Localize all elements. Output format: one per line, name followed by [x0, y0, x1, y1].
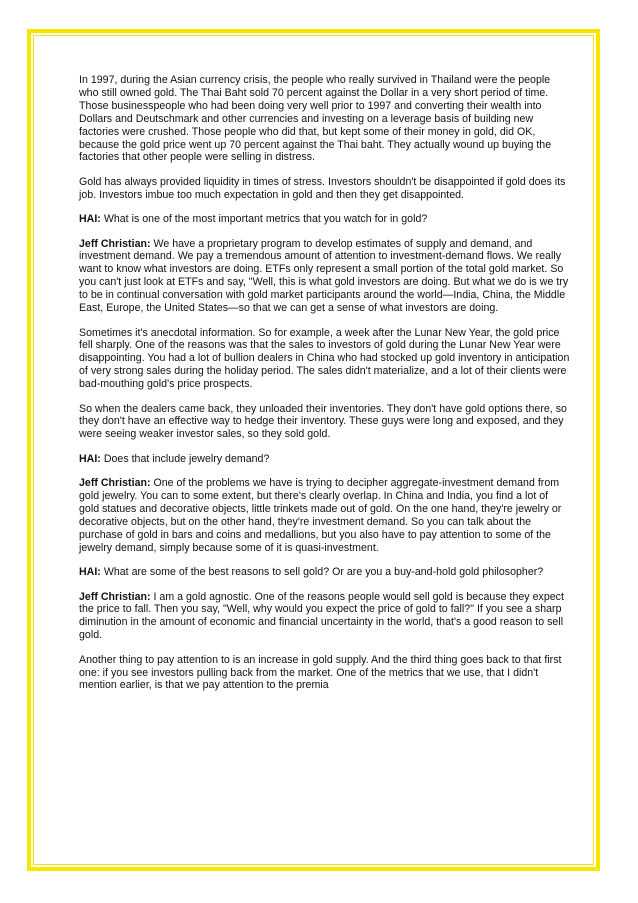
paragraph-text: So when the dealers came back, they unloaded their inventories. They don't have gold options there, so they don't have an effective way to hedge their inventory. These guys were long and exposed, and they were seeing weaker investor sales, so they sold gold. [79, 402, 567, 441]
paragraph-9 [79, 566, 571, 579]
speaker-label: Jeff Christian: [79, 590, 151, 603]
paragraph-1 [79, 74, 571, 164]
document-body [79, 74, 571, 704]
paragraph-3 [79, 213, 571, 226]
paragraph-8 [79, 477, 571, 554]
paragraph-text: One of the problems we have is trying to decipher aggregate-investment demand from gold jewelry. You can to some extent, but there's clearly overlap. In China and India, you find a lot of gold statues and decorative objects, little trinkets made out of gold. On the one hand, they're jewelry or decorative objects, but on the other hand, they're investment demand. So you can talk about the purchase of gold in bars and coins and medallions, but you also have to pay attention to some of the jewelry demand, simply because some of it is quasi-investment. [79, 477, 562, 554]
paragraph-4 [79, 238, 571, 315]
paragraph-text: Does that include jewelry demand? [100, 452, 270, 465]
paragraph-text: Gold has always provided liquidity in times of stress. Investors shouldn't be disappointed if gold does its job. Investors imbue too much expectation in gold and then they get disappointed. [79, 175, 566, 201]
paragraph-11 [79, 654, 571, 693]
paragraph-10 [79, 591, 571, 643]
speaker-label: HAI: [79, 213, 101, 226]
paragraph-text: What are some of the best reasons to sell gold? Or are you a buy-and-hold gold philosopher? [100, 566, 544, 579]
paragraph-text: In 1997, during the Asian currency crisis, the people who really survived in Thailand were the people who still owned gold. The Thai Baht sold 70 percent against the Dollar in a very short period of time. Those businesspeople who had been doing very well prior to 1997 and converting their wealth into Dollars and Deutschmark and other currencies and investing on a leverage basis of building new factories were crushed. Those people who did that, but kept some of their money in gold, did OK, because the gold price went up 70 percent against the Thai baht. They actually wound up buying the factories that other people were selling in distress. [79, 74, 552, 164]
paragraph-6 [79, 403, 571, 442]
paragraph-text: I am a gold agnostic. One of the reasons people would sell gold is because they expect the price to fall. Then you say, "Well, why would you expect the price of gold to fall?" If you see a sharp diminution in the amount of economic and financial uncertainty in the world, that's a good reason to sell gold. [79, 590, 564, 642]
speaker-label: HAI: [79, 566, 101, 579]
speaker-label: Jeff Christian: [79, 237, 151, 250]
speaker-label: Jeff Christian: [79, 477, 151, 490]
paragraph-5 [79, 327, 571, 392]
paragraph-text: Another thing to pay attention to is an increase in gold supply. And the third thing goes back to that first one: if you see investors pulling back from the market. One of the metrics that we use, that I didn't mention earlier, is that we pay attention to the premia [79, 653, 562, 692]
paragraph-2 [79, 176, 571, 202]
paragraph-7 [79, 453, 571, 466]
paragraph-text: We have a proprietary program to develop estimates of supply and demand, and investment demand. We pay a tremendous amount of attention to investment-demand flows. We really want to know what investors are doing. ETFs only represent a small portion of the total gold market. So you can't just look at ETFs and say, "Well, this is what gold investors are doing. But what we do is we try to be in continual conversation with gold market participants around the world—India, China, the Middle East, Europe, the United States—so that we can get a sense of what investors are doing. [79, 237, 569, 315]
speaker-label: HAI: [79, 452, 101, 465]
paragraph-text: What is one of the most important metrics that you watch for in gold? [100, 213, 428, 226]
paragraph-text: Sometimes it's anecdotal information. So for example, a week after the Lunar New Year, the gold price fell sharply. One of the reasons was that the sales to investors of gold during the Lunar New Year were disappointing. You had a lot of bullion dealers in China who had stocked up gold inventory in anticipation of very strong sales during the holiday period. The sales didn't materialize, and a lot of their clients were bad-mouthing gold's price prospects. [79, 326, 570, 391]
